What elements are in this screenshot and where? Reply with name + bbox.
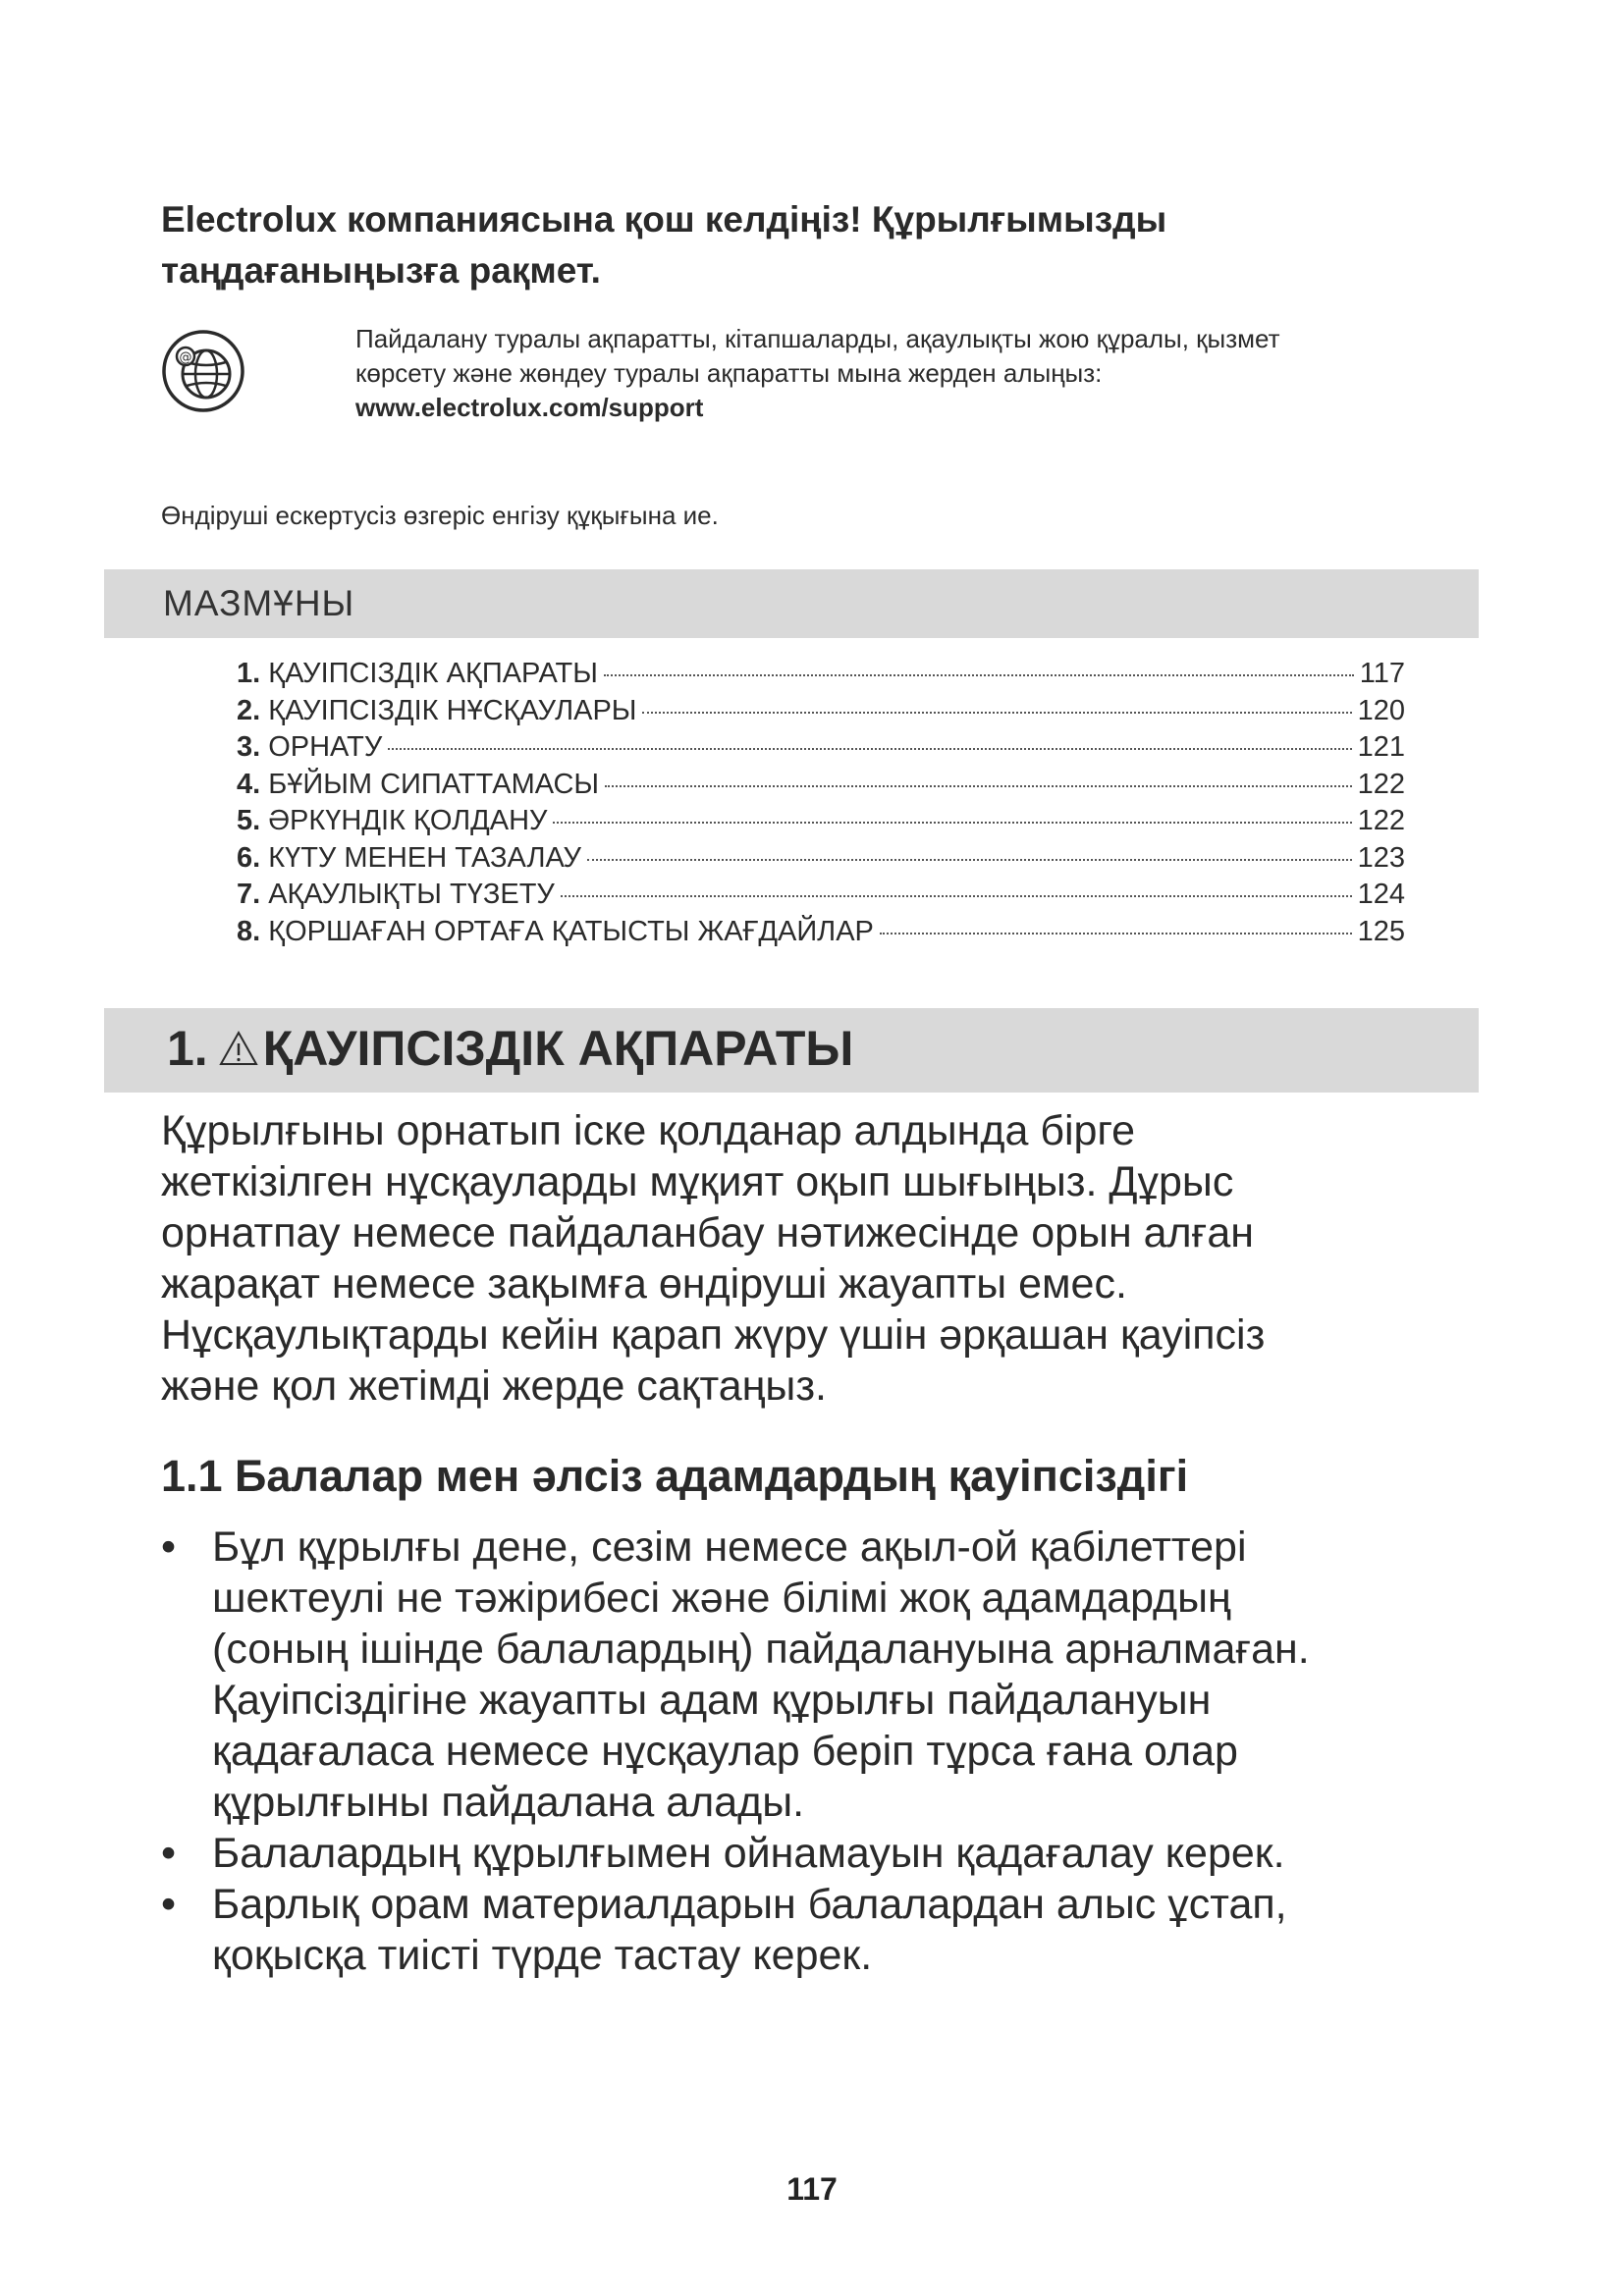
toc-item[interactable] (237, 879, 1405, 916)
intro-line: орнатпау немесе пайдаланбау нәтижесінде орын алған (161, 1209, 1254, 1256)
toc-item-number: 6. (237, 841, 261, 874)
bullet-line: қоқысқа тиісті түрде тастау керек. (212, 1932, 873, 1979)
bullet-line: (соның ішінде балалардың) пайдалануына арналмаған. (212, 1626, 1310, 1673)
toc-item[interactable] (237, 769, 1405, 806)
intro-line: Нұсқаулықтарды кейін қарап жүру үшін әрқашан қауіпсіз (161, 1311, 1266, 1359)
section-number: 1. (167, 1021, 208, 1076)
bullet-line: қадағаласа немесе нұсқаулар беріп тұрса ғана олар (212, 1728, 1238, 1775)
intro-line: жеткізілген нұсқауларды мұқият оқып шығыңыз. Дұрыс (161, 1158, 1234, 1205)
toc-item-label: АҚАУЛЫҚТЫ ТҮЗЕТУ (268, 879, 555, 910)
toc-item-page: 125 (1357, 915, 1405, 947)
toc-item-number: 3. (237, 731, 261, 763)
toc-item-label: ӘРКҮНДІК ҚОЛДАНУ (268, 805, 548, 836)
toc-item-label: КҮТУ МЕНЕН ТАЗАЛАУ (268, 841, 581, 874)
toc-item-number: 1. (237, 658, 261, 689)
welcome-line-1: Electrolux компаниясына қош келдіңіз! Құрылғымызды (161, 199, 1167, 240)
support-info (355, 322, 1475, 425)
bullet-line: құрылғыны пайдалана алады. (212, 1779, 805, 1826)
toc-item-label: БҰЙЫМ СИПАТТАМАСЫ (268, 768, 600, 800)
toc-leader-dots (553, 822, 1351, 824)
bullet-line: Барлық орам материалдарын балалардан алыс ұстап, (212, 1881, 1287, 1928)
bullet-line: Қауіпсіздігіне жауапты адам құрылғы пайдалануын (212, 1677, 1212, 1724)
svg-text:@: @ (179, 350, 192, 365)
support-url-link[interactable]: www.electrolux.com/support (355, 393, 704, 422)
safety-bullet-list (161, 1522, 1477, 1981)
toc-leader-dots (388, 748, 1351, 750)
toc-item-page: 120 (1357, 694, 1405, 726)
section-title (167, 1020, 853, 1077)
toc-item-label: ОРНАТУ (268, 731, 383, 763)
welcome-line-2: таңдағаныңызға рақмет. (161, 250, 601, 291)
welcome-heading (161, 194, 1437, 296)
toc-item-number: 4. (237, 768, 261, 800)
toc-header-band (104, 569, 1479, 638)
intro-line: және қол жетімді жерде сақтаңыз. (161, 1362, 827, 1410)
toc-item-page: 117 (1359, 658, 1405, 689)
globe-support-icon (161, 329, 245, 413)
toc-item[interactable] (237, 695, 1405, 732)
support-info-line-2: көрсету және жөндеу туралы ақпаратты мына жерден алыңыз: (355, 358, 1103, 388)
toc-item-label: ҚАУІПСІЗДІК НҰСҚАУЛАРЫ (268, 694, 637, 726)
toc-item-number: 7. (237, 879, 261, 910)
toc-item[interactable] (237, 731, 1405, 769)
toc-item[interactable] (237, 842, 1405, 880)
disclaimer: Өндіруші ескертусіз өзгеріс енгізу құқығына ие. (161, 501, 719, 530)
subsection-title: 1.1 Балалар мен әлсіз адамдардың қауіпсіздігі (161, 1451, 1189, 1501)
toc-item-page: 122 (1357, 805, 1405, 836)
section-header-band (104, 1008, 1479, 1093)
bullet-item (161, 1879, 1477, 1981)
toc-leader-dots (880, 933, 1352, 934)
toc-item-number: 5. (237, 805, 261, 836)
bullet-line: шектеулі не тәжірибесі және білімі жоқ адамдардың (212, 1575, 1231, 1622)
section-intro (161, 1105, 1457, 1412)
toc-leader-dots (604, 674, 1354, 676)
toc-leader-dots (642, 712, 1351, 714)
support-info-line-1: Пайдалану туралы ақпаратты, кітапшаларды, ақаулықты жою құралы, қызмет (355, 324, 1280, 353)
toc-item-page: 123 (1357, 841, 1405, 874)
bullet-item (161, 1828, 1477, 1879)
intro-line: Құрылғыны орнатып іске қолданар алдында бірге (161, 1107, 1136, 1154)
toc-item-page: 124 (1357, 879, 1405, 910)
toc-leader-dots (605, 785, 1352, 787)
toc-item-label: ҚАУІПСІЗДІК АҚПАРАТЫ (268, 658, 598, 689)
bullet-line: Балалардың құрылғымен ойнамауын қадағалау керек. (212, 1830, 1285, 1877)
bullet-item (161, 1522, 1477, 1828)
toc-item-number: 8. (237, 915, 261, 947)
page-number: 117 (786, 2171, 838, 2207)
toc-leader-dots (561, 895, 1352, 897)
toc-item-page: 121 (1357, 731, 1405, 763)
bullet-line: Бұл құрылғы дене, сезім немесе ақыл-ой қабілеттері (212, 1523, 1247, 1571)
toc-item[interactable] (237, 658, 1405, 695)
warning-triangle-icon (218, 1030, 259, 1067)
toc-item-page: 122 (1357, 768, 1405, 800)
intro-line: жарақат немесе зақымға өндіруші жауапты емес. (161, 1260, 1127, 1308)
toc-item-number: 2. (237, 694, 261, 726)
toc-leader-dots (587, 859, 1352, 861)
toc-item[interactable] (237, 805, 1405, 842)
section-title-text: ҚАУІПСІЗДІК АҚПАРАТЫ (262, 1021, 854, 1076)
toc-item[interactable] (237, 916, 1405, 953)
toc-title: МАЗМҰНЫ (163, 583, 355, 623)
toc-item-label: ҚОРШАҒАН ОРТАҒА ҚАТЫСТЫ ЖАҒДАЙЛАР (268, 915, 874, 947)
table-of-contents (237, 658, 1405, 952)
